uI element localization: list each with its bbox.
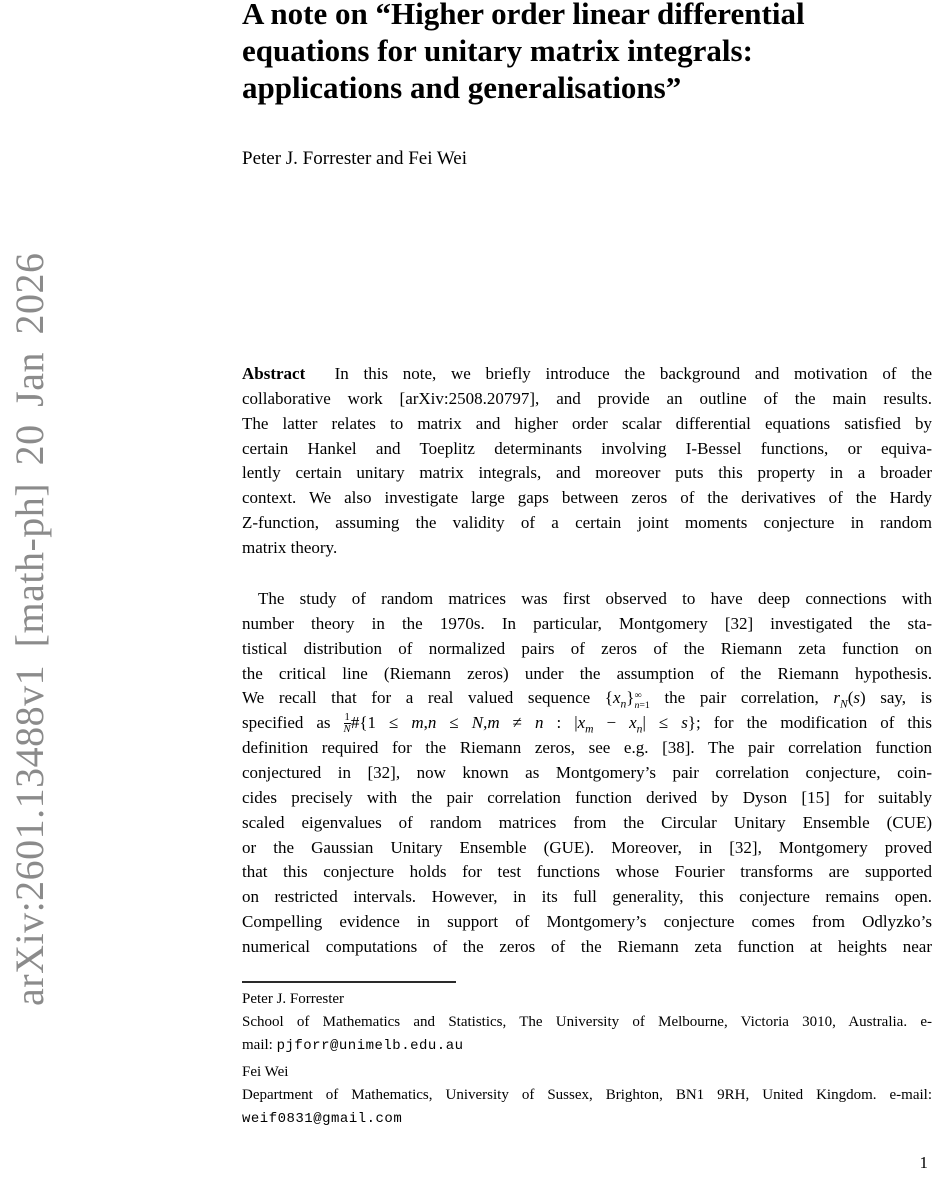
- title-line: A note on “Higher order linear differential: [242, 0, 805, 31]
- intro-paragraph: [242, 587, 932, 960]
- footnote-affiliation: Department of Mathematics, University of Sussex, Brighton, BN1 9RH, United Kingdom. e-mail:: [242, 1087, 932, 1103]
- body-line: specified as $\frac{1}{N}$ #{1 ≤ m,n ≤ N,m ≠ n : $|x_m - x_n| \le s$}; for the modification of this: [242, 711, 932, 736]
- footnote-wei: [242, 1061, 932, 1130]
- body-line: tistical distribution of normalized pairs of zeros of the Riemann zeta function on: [242, 638, 932, 658]
- body-line: on restricted intervals. However, in its full generality, this conjecture remains open.: [242, 887, 932, 907]
- body-line: cides precisely with the pair correlation function derived by Dyson [15] for suitably: [242, 787, 932, 807]
- abstract-line: Abstract In this note, we briefly introduce the background and motivation of the: [242, 364, 932, 383]
- footnote-forrester: [242, 988, 932, 1057]
- body-line: We recall that for a real valued sequence $\{x_n\}$ ∞ n=1 the pair correlation, $r_N(s)$ say, is: [242, 688, 933, 712]
- body-line: number theory in the 1970s. In particular, Montgomery [32] investigated the sta-: [242, 613, 932, 633]
- footnote-email-line: weif0831@gmail.com: [242, 1111, 403, 1127]
- body-line: scaled eigenvalues of random matrices from the Circular Unitary Ensemble (CUE): [242, 812, 932, 832]
- author-line: Peter J. Forrester and Fei Wei: [242, 148, 468, 169]
- page-number: 1: [919, 1153, 928, 1172]
- body-line: that this conjecture holds for test functions whose Fourier transforms are supported: [242, 862, 932, 882]
- abstract-line: certain Hankel and Toeplitz determinants involving I-Bessel functions, or equiva-: [242, 438, 932, 458]
- body-line: or the Gaussian Unitary Ensemble (GUE). Moreover, in [32], Montgomery proved: [242, 837, 932, 857]
- abstract-line: matrix theory.: [242, 538, 338, 558]
- footnote-email-line: mail: pjforr@unimelb.edu.au: [242, 1037, 464, 1054]
- title-line: equations for unitary matrix integrals:: [242, 33, 753, 68]
- abstract-block: [242, 362, 932, 561]
- footnote-divider: [242, 981, 456, 983]
- footnote-author-name: Peter J. Forrester: [242, 991, 345, 1007]
- footnote-affiliation: School of Mathematics and Statistics, The University of Melbourne, Victoria 3010, Australia. e-: [242, 1014, 932, 1030]
- paper-title: [242, 0, 932, 106]
- abstract-line: Z-function, assuming the validity of a certain joint moments conjecture in random: [242, 513, 932, 533]
- footnote-author-name: Fei Wei: [242, 1064, 289, 1080]
- body-line: numerical computations of the zeros of the Riemann zeta function at heights near: [242, 937, 932, 957]
- body-line: the critical line (Riemann zeros) under the assumption of the Riemann hypothesis.: [242, 663, 932, 683]
- arxiv-watermark: arXiv:2601.13488v1 [math-ph] 20 Jan 2026: [7, 252, 52, 1006]
- abstract-line: The latter relates to matrix and higher order scalar differential equations satisfied by: [242, 413, 932, 433]
- page-content: [242, 0, 932, 1190]
- abstract-line: lently certain unitary matrix integrals, and moreover puts this property in a broader: [242, 463, 932, 483]
- title-line: applications and generalisations”: [242, 70, 682, 105]
- body-line: The study of random matrices was first observed to have deep connections with: [258, 589, 932, 608]
- body-line: conjectured in [32], now known as Montgomery’s pair correlation conjecture, coin-: [242, 763, 932, 783]
- abstract-line: context. We also investigate large gaps between zeros of the derivatives of the Hardy: [242, 488, 932, 508]
- body-line: Compelling evidence in support of Montgomery’s conjecture comes from Odlyzko’s: [242, 912, 932, 932]
- abstract-line: collaborative work [arXiv:2508.20797], and provide an outline of the main results.: [242, 388, 932, 408]
- body-line: definition required for the Riemann zeros, see e.g. [38]. The pair correlation function: [242, 738, 932, 758]
